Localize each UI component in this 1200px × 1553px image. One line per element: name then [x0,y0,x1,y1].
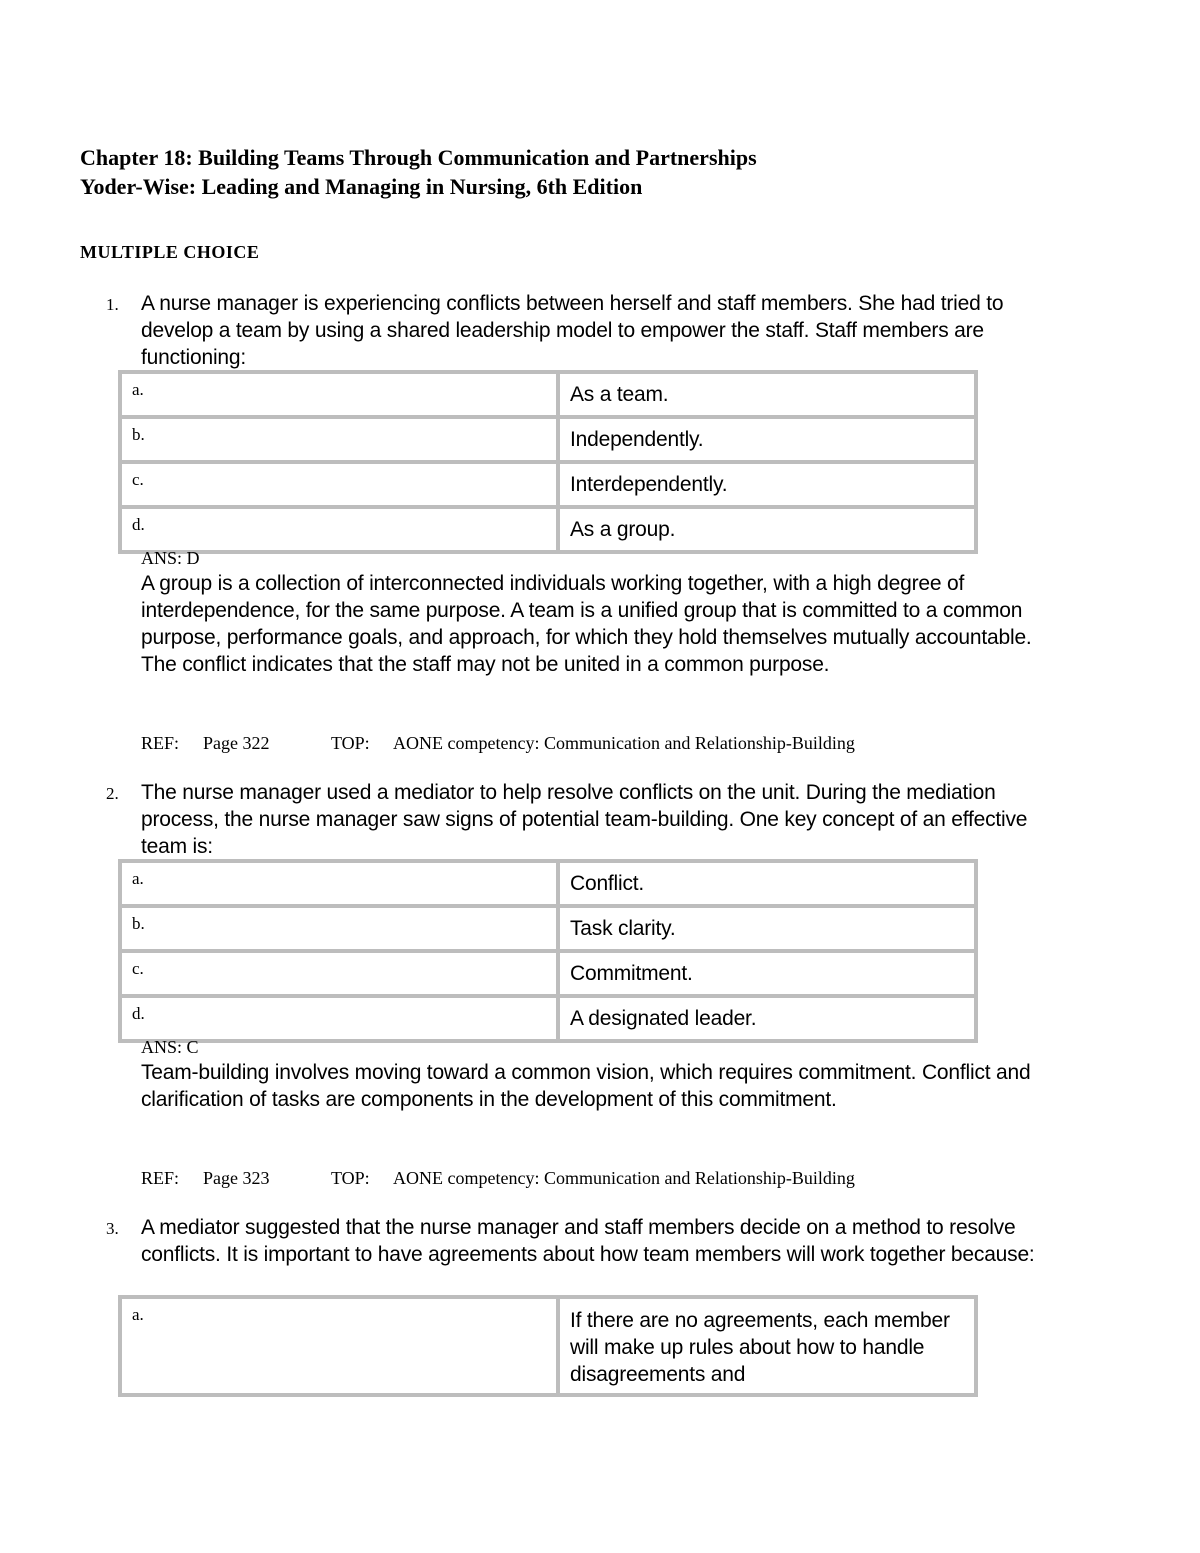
rationale: Team-building involves moving toward a common vision, which requires commitment. Conflict and clarification of tasks are components in the development of this commitment. [141,1061,1031,1111]
answer-key: ANS: D [141,548,200,568]
reference-line [141,731,855,755]
choice-letter: d. [120,507,558,552]
choice-letter: b. [120,417,558,462]
choice-letter: a. [120,372,558,417]
choice-text: A designated leader. [558,996,976,1041]
question-number: 1. [106,295,119,314]
choices-table [118,1295,978,1397]
choice-letter: a. [120,861,558,906]
topic-label: TOP: [331,733,370,753]
ref-value: Page 322 [203,733,270,753]
book-title: Yoder-Wise: Leading and Managing in Nursing, 6th Edition [80,174,643,199]
choices-table [118,859,978,1043]
topic-value: AONE competency: Communication and Relationship-Building [393,733,855,753]
choices-table [118,370,978,554]
choice-text: Interdependently. [558,462,976,507]
choice-row [120,1297,976,1395]
choice-letter: a. [120,1297,558,1395]
choice-row [120,507,976,552]
answer-key: ANS: C [141,1037,199,1057]
section-heading: MULTIPLE CHOICE [80,242,260,262]
topic-value: AONE competency: Communication and Relationship-Building [393,1168,855,1188]
choice-text: Independently. [558,417,976,462]
choice-row [120,996,976,1041]
choice-letter: d. [120,996,558,1041]
question-stem: A nurse manager is experiencing conflicts between herself and staff members. She had tried to develop a team by using a shared leadership model to empower the staff. Staff members are functioning: [141,292,1004,369]
choice-letter: b. [120,906,558,951]
choice-text: If there are no agreements, each member will make up rules about how to handle disagreements and [558,1297,976,1395]
choice-row [120,951,976,996]
topic-label: TOP: [331,1168,370,1188]
rationale: A group is a collection of interconnected individuals working together, with a high degree of interdependence, for the same purpose. A team is a unified group that is committed to a common purpose, performance goals, and approach, for which they hold themselves mutually accountable. The conflict indicates that the staff may not be united in a common purpose. [141,572,1032,676]
choice-row [120,861,976,906]
reference-line [141,1166,855,1190]
choice-row [120,417,976,462]
ref-label: REF: [141,1168,180,1188]
choice-row [120,462,976,507]
question-number: 3. [106,1219,119,1238]
choice-letter: c. [120,462,558,507]
choice-text: Conflict. [558,861,976,906]
question-stem: The nurse manager used a mediator to help resolve conflicts on the unit. During the mediation process, the nurse manager saw signs of potential team-building. One key concept of an effective team is: [141,781,1028,858]
chapter-title: Chapter 18: Building Teams Through Communication and Partnerships [80,145,757,170]
choice-text: Commitment. [558,951,976,996]
choice-row [120,906,976,951]
question-stem: A mediator suggested that the nurse manager and staff members decide on a method to resolve conflicts. It is important to have agreements about how team members will work together because: [141,1216,1035,1266]
question-number: 2. [106,784,119,803]
choice-row [120,372,976,417]
ref-label: REF: [141,733,180,753]
choice-text: As a group. [558,507,976,552]
choice-letter: c. [120,951,558,996]
choice-text: As a team. [558,372,976,417]
choice-text: Task clarity. [558,906,976,951]
ref-value: Page 323 [203,1168,270,1188]
